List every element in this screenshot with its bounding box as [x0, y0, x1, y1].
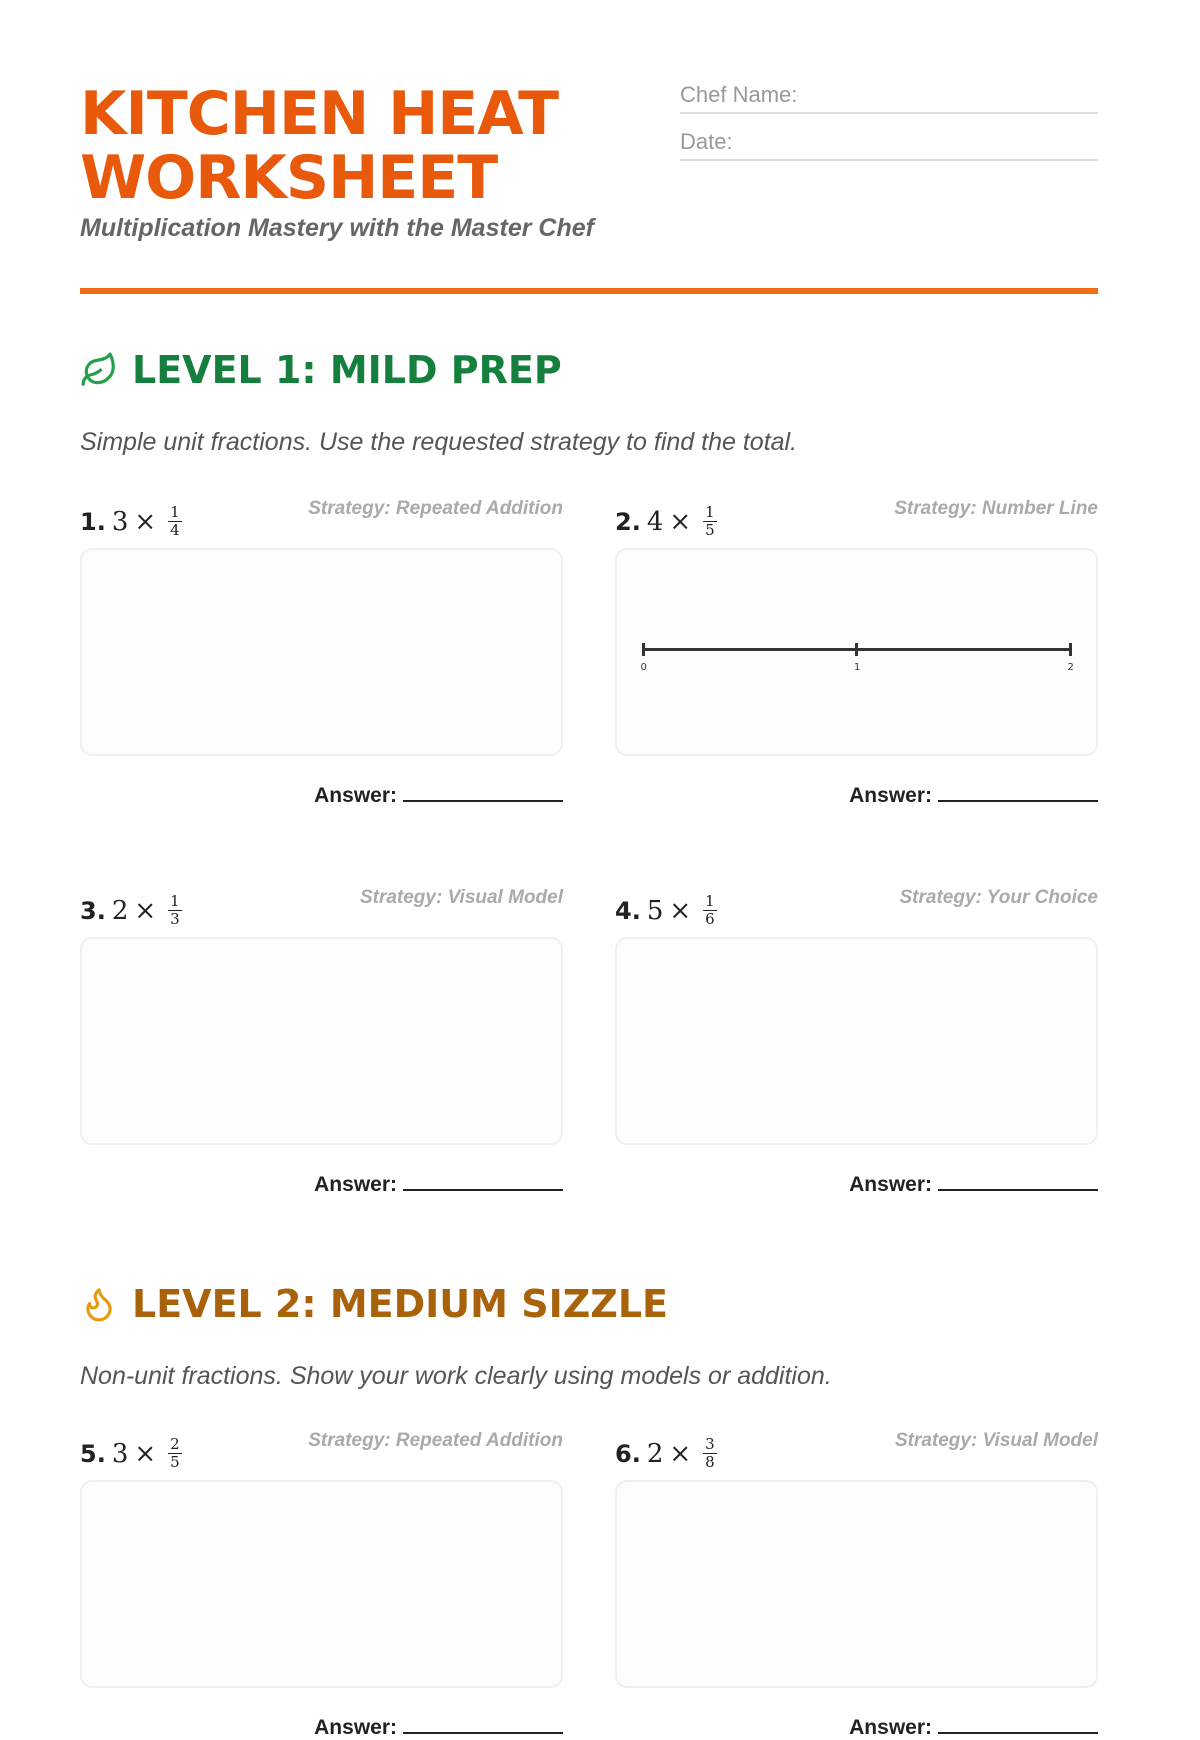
times-sign: × — [669, 506, 692, 537]
subtitle: Multiplication Mastery with the Master Chef — [80, 214, 594, 242]
answer-row — [615, 780, 1098, 808]
numerator: 1 — [705, 503, 715, 521]
denominator: 3 — [170, 910, 180, 928]
problem-number: 4. — [615, 896, 641, 925]
answer-blank[interactable] — [403, 1712, 563, 1734]
number-line — [640, 648, 1074, 673]
times-sign: × — [134, 506, 157, 537]
fraction — [703, 504, 717, 539]
problem-expression — [80, 893, 182, 928]
whole-number: 3 — [111, 1438, 129, 1469]
fraction — [168, 893, 182, 928]
strategy-label: Strategy: Repeated Addition — [308, 498, 563, 519]
strategy-label: Strategy: Number Line — [894, 498, 1098, 519]
denominator: 5 — [170, 1453, 180, 1471]
work-area[interactable] — [80, 937, 563, 1145]
header-divider — [80, 288, 1098, 294]
leaf-icon — [80, 351, 118, 389]
denominator: 6 — [705, 910, 715, 928]
answer-blank[interactable] — [938, 1169, 1098, 1191]
level-2-description: Non-unit fractions. Show your work clearly using models or addition. — [80, 1362, 832, 1390]
numerator: 2 — [170, 1435, 180, 1453]
answer-row — [80, 780, 563, 808]
strategy-label: Strategy: Visual Model — [894, 1430, 1098, 1451]
times-sign: × — [669, 895, 692, 926]
whole-number: 3 — [111, 506, 129, 537]
numerator: 3 — [705, 1435, 715, 1453]
problem — [80, 887, 563, 1197]
flame-icon — [80, 1285, 118, 1323]
number-line-label: 0 — [640, 662, 647, 673]
problem-expression — [80, 504, 182, 539]
work-area[interactable] — [80, 1480, 563, 1688]
problem-number: 6. — [615, 1439, 641, 1468]
denominator: 8 — [705, 1453, 715, 1471]
denominator: 5 — [705, 521, 715, 539]
answer-row — [80, 1712, 563, 1740]
worksheet-title: KITCHEN HEAT WORKSHEET — [80, 79, 558, 213]
answer-blank[interactable] — [403, 780, 563, 802]
work-area[interactable] — [615, 1480, 1098, 1688]
problem — [615, 887, 1098, 1197]
number-line-tick — [1069, 643, 1072, 656]
strategy-label: Strategy: Repeated Addition — [308, 1430, 563, 1451]
times-sign: × — [134, 895, 157, 926]
whole-number: 4 — [646, 506, 664, 537]
denominator: 4 — [170, 521, 180, 539]
problem-expression — [615, 504, 717, 539]
whole-number: 2 — [646, 1438, 664, 1469]
answer-label: Answer: — [314, 1716, 397, 1739]
problem — [80, 498, 563, 808]
level-1-heading: LEVEL 1: MILD PREP — [80, 348, 562, 392]
answer-label: Answer: — [849, 784, 932, 807]
problem-number: 5. — [80, 1439, 106, 1468]
problem-number: 1. — [80, 507, 106, 536]
problem-number: 3. — [80, 896, 106, 925]
fraction — [168, 1436, 182, 1471]
times-sign: × — [134, 1438, 157, 1469]
problem-expression — [615, 1436, 717, 1471]
answer-blank[interactable] — [938, 1712, 1098, 1734]
answer-blank[interactable] — [938, 780, 1098, 802]
level-2-heading: LEVEL 2: MEDIUM SIZZLE — [80, 1282, 668, 1326]
answer-row — [80, 1169, 563, 1197]
work-area[interactable] — [615, 548, 1098, 756]
number-line-label: 2 — [1067, 662, 1074, 673]
level-1-description: Simple unit fractions. Use the requested strategy to find the total. — [80, 428, 798, 456]
problem-expression — [615, 893, 717, 928]
problem-expression — [80, 1436, 182, 1471]
number-line-tick — [642, 643, 645, 656]
numerator: 1 — [170, 892, 180, 910]
number-line-tick — [855, 643, 858, 656]
numerator: 1 — [705, 892, 715, 910]
answer-row — [615, 1712, 1098, 1740]
strategy-label: Strategy: Your Choice — [899, 887, 1098, 908]
problem — [80, 1430, 563, 1740]
answer-label: Answer: — [849, 1716, 932, 1739]
answer-label: Answer: — [849, 1173, 932, 1196]
whole-number: 2 — [111, 895, 129, 926]
whole-number: 5 — [646, 895, 664, 926]
problem — [615, 1430, 1098, 1740]
work-area[interactable] — [80, 548, 563, 756]
number-line-label: 1 — [853, 662, 861, 673]
times-sign: × — [669, 1438, 692, 1469]
answer-label: Answer: — [314, 784, 397, 807]
chef-name-field[interactable]: Chef Name: — [680, 82, 1098, 114]
fraction — [703, 1436, 717, 1471]
answer-label: Answer: — [314, 1173, 397, 1196]
fraction — [703, 893, 717, 928]
date-field[interactable]: Date: — [680, 129, 1098, 161]
fraction — [168, 504, 182, 539]
strategy-label: Strategy: Visual Model — [359, 887, 563, 908]
answer-row — [615, 1169, 1098, 1197]
problem-number: 2. — [615, 507, 641, 536]
answer-blank[interactable] — [403, 1169, 563, 1191]
work-area[interactable] — [615, 937, 1098, 1145]
problem — [615, 498, 1098, 808]
numerator: 1 — [170, 503, 180, 521]
